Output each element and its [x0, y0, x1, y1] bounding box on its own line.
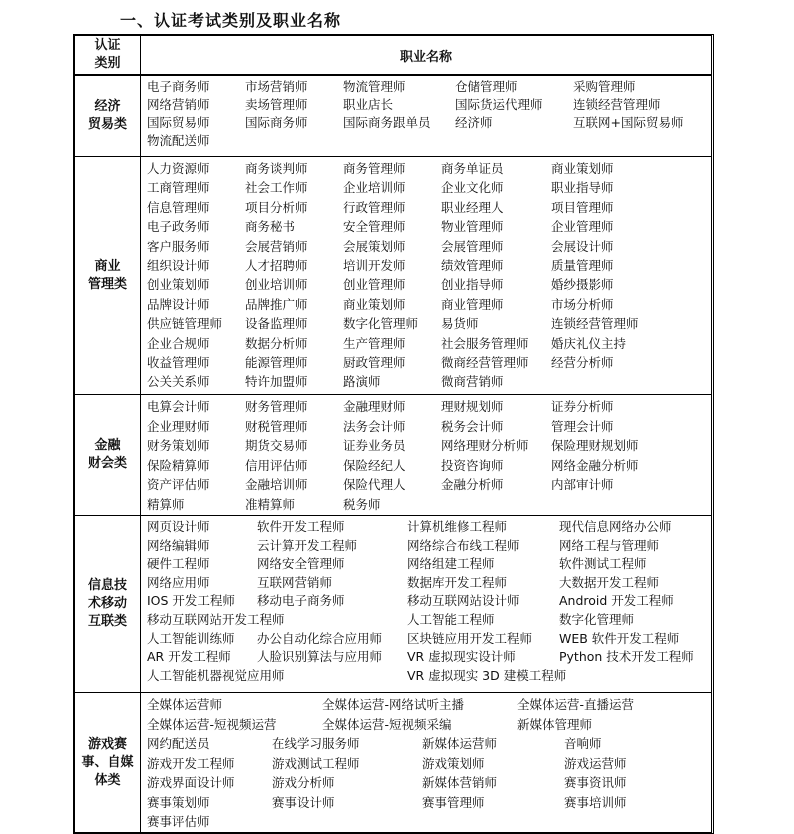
- occupation-name: 赛事资讯师: [564, 775, 627, 790]
- occupation-name: 网络综合布线工程师: [407, 537, 520, 553]
- occupation-name: VR 虚拟现实 3D 建模工程师: [407, 667, 567, 683]
- occupation-name: 公关关系师: [147, 374, 210, 390]
- occupation-name: 理财规划师: [441, 399, 504, 414]
- occupation-names: [141, 516, 711, 692]
- occupation-name: 人才招聘师: [245, 257, 308, 273]
- occupation-name: 全媒体运营-直播运营: [517, 697, 635, 712]
- occupation-name: 区块链应用开发工程师: [407, 630, 533, 646]
- occupation-name: 保险精算师: [147, 457, 210, 473]
- occupation-name: 工商管理师: [147, 180, 210, 196]
- occupation-line: [147, 574, 705, 593]
- occupation-name: 商务秘书: [245, 219, 296, 235]
- occupation-line: [147, 256, 705, 275]
- occupation-name: 赛事管理师: [422, 794, 485, 810]
- occupation-name: 税务师: [343, 496, 381, 512]
- occupation-name: 网络组建工程师: [407, 556, 495, 572]
- occupation-line: [147, 518, 705, 537]
- occupation-name: 质量管理师: [551, 257, 614, 273]
- occupation-name: 连锁经营管理师: [573, 97, 661, 112]
- occupation-name: 新媒体运营师: [422, 736, 498, 751]
- occupation-name: 软件测试工程师: [559, 556, 647, 572]
- category-row-business-management: [75, 156, 711, 394]
- occupation-name: 互联网+国际贸易师: [573, 115, 684, 130]
- occupation-name: [257, 611, 407, 630]
- occupation-name: 安全管理师: [343, 219, 406, 235]
- occupation-line: [147, 372, 705, 391]
- occupation-name: 职业指导师: [551, 180, 614, 196]
- occupation-name: 数字化管理师: [559, 611, 635, 627]
- occupation-name: 市场分析师: [551, 296, 614, 312]
- occupation-name: 财务策划师: [147, 438, 210, 453]
- header-names: 职业名称: [399, 49, 452, 65]
- category-label: [75, 693, 141, 832]
- occupation-name: 证券业务员: [343, 438, 406, 453]
- occupation-name: 物业管理师: [441, 219, 504, 235]
- occupation-name: 数字化管理师: [343, 316, 419, 332]
- occupation-line: [147, 178, 705, 197]
- occupation-line: [147, 217, 705, 236]
- occupation-name: 信息管理师: [147, 199, 210, 215]
- occupation-name: 互联网营销师: [257, 574, 333, 590]
- occupation-name: 项目分析师: [245, 199, 308, 215]
- occupation-name: 保险代理人: [343, 477, 406, 492]
- occupation-name: 赛事评估师: [147, 814, 210, 829]
- occupation-line: [147, 611, 705, 630]
- occupation-name: 国际商务跟单员: [343, 115, 431, 130]
- occupation-line: [147, 555, 705, 574]
- occupation-name: 保险经纪人: [343, 457, 406, 473]
- occupation-line: [147, 475, 705, 495]
- occupation-name: 网页设计师: [147, 519, 210, 534]
- occupation-line: [147, 812, 705, 832]
- occupation-name: 精算师: [147, 496, 185, 512]
- occupation-name: 网络安全管理师: [257, 556, 345, 572]
- occupation-name: 供应链管理师: [147, 316, 223, 332]
- occupation-name: 金融分析师: [441, 477, 504, 492]
- occupation-name: 培训开发师: [343, 257, 406, 273]
- occupation-name: 商业策划师: [343, 296, 406, 312]
- occupation-name: 大数据开发工程师: [559, 574, 660, 590]
- occupation-name: 职业经理人: [441, 199, 504, 215]
- occupation-name: 网络金融分析师: [551, 457, 639, 473]
- occupation-name: 仓储管理师: [455, 79, 518, 94]
- occupation-names: [141, 157, 711, 394]
- occupation-name: 硬件工程师: [147, 556, 210, 572]
- occupation-name: 赛事设计师: [272, 794, 335, 810]
- occupation-line: [147, 132, 705, 150]
- occupation-name: 移动电子商务师: [257, 593, 345, 609]
- occupation-name: 特许加盟师: [245, 374, 308, 390]
- category-label-line: 贸易类: [87, 117, 127, 132]
- occupation-line: [147, 436, 705, 456]
- occupation-line: [147, 537, 705, 556]
- occupation-name: 能源管理师: [245, 354, 308, 370]
- occupation-line: [147, 397, 705, 417]
- occupation-name: 市场营销师: [245, 79, 308, 94]
- occupation-name: 经济师: [455, 115, 493, 130]
- occupation-name: 数据分析师: [245, 335, 308, 351]
- occupation-line: [147, 78, 705, 96]
- occupation-name: 商务谈判师: [245, 161, 308, 176]
- occupation-line: [147, 353, 705, 372]
- occupation-name: 管理会计师: [551, 418, 614, 434]
- occupation-name: 职业店长: [343, 97, 394, 112]
- occupation-name: 数据库开发工程师: [407, 574, 508, 590]
- occupation-line: [147, 237, 705, 256]
- occupation-name: 企业培训师: [343, 180, 406, 196]
- occupation-name: 网络营销师: [147, 97, 210, 112]
- occupation-name: 商业策划师: [551, 161, 614, 176]
- occupation-name: 证券分析师: [551, 399, 614, 414]
- occupation-name: 赛事培训师: [564, 794, 627, 810]
- category-row-economy-trade: [75, 75, 711, 156]
- occupation-name: 在线学习服务师: [272, 736, 360, 751]
- occupation-name: 人工智能机器视觉应用师: [147, 667, 285, 683]
- category-label-line: 游戏赛: [87, 736, 127, 752]
- occupation-line: [147, 198, 705, 217]
- occupation-name: 会展管理师: [441, 238, 504, 254]
- occupation-name: 新媒体管理师: [517, 716, 593, 732]
- occupation-name: 电子政务师: [147, 219, 210, 235]
- occupation-name: 物流管理师: [343, 79, 406, 94]
- occupation-line: [147, 417, 705, 437]
- occupation-line: [147, 630, 705, 649]
- page-title: 一、认证考试类别及职业名称: [120, 11, 342, 30]
- header-category-line: 类别: [94, 56, 121, 71]
- occupation-name: 组织设计师: [147, 257, 210, 273]
- occupation-name: 网络工程与管理师: [559, 537, 660, 553]
- category-label-line: 财会类: [87, 456, 127, 471]
- occupation-line: [147, 773, 705, 793]
- occupation-name: 创业管理师: [343, 277, 406, 293]
- occupation-line: [147, 275, 705, 294]
- occupation-line: [147, 334, 705, 353]
- occupation-name: 网络理财分析师: [441, 438, 529, 453]
- occupation-name: 创业策划师: [147, 277, 210, 293]
- occupation-names: [141, 76, 711, 156]
- occupation-name: 社会服务管理师: [441, 335, 529, 351]
- occupation-name: 电子商务师: [147, 79, 210, 94]
- occupation-name: 全媒体运营师: [147, 697, 223, 712]
- occupation-name: 移动互联网站设计师: [407, 593, 520, 609]
- occupation-name: 游戏运营师: [564, 755, 627, 771]
- occupation-name: 全媒体运营-短视频采编: [322, 716, 452, 732]
- occupation-name: 生产管理师: [343, 335, 406, 351]
- occupation-name: 采购管理师: [573, 79, 636, 94]
- occupation-name: 金融培训师: [245, 477, 308, 492]
- category-label-line: 体类: [94, 772, 121, 788]
- occupation-line: [147, 715, 705, 735]
- occupation-name: 财务管理师: [245, 399, 308, 414]
- occupation-name: 计算机维修工程师: [407, 519, 508, 534]
- occupation-name: 全媒体运营-短视频运营: [147, 716, 277, 732]
- occupation-name: 路演师: [343, 374, 381, 390]
- occupation-name: IOS 开发工程师: [147, 593, 235, 609]
- occupation-name: 国际商务师: [245, 115, 308, 130]
- occupation-name: 保险理财规划师: [551, 438, 639, 453]
- occupation-name: 婚庆礼仪主持: [551, 335, 627, 351]
- table-header-row: [75, 36, 711, 75]
- occupation-name: 内部审计师: [551, 477, 614, 492]
- occupation-name: 会展营销师: [245, 238, 308, 254]
- occupation-name: 品牌推广师: [245, 296, 308, 312]
- category-label-line: 术移动: [87, 596, 127, 611]
- occupation-name: 准精算师: [245, 496, 296, 512]
- occupation-line: [147, 734, 705, 754]
- occupation-name: 财税管理师: [245, 418, 308, 434]
- occupation-name: 商务单证员: [441, 161, 504, 176]
- category-label-line: 金融: [94, 438, 121, 453]
- occupation-name: 连锁经营管理师: [551, 316, 639, 332]
- occupation-line: [147, 793, 705, 813]
- occupation-name: 赛事策划师: [147, 794, 210, 810]
- occupation-name: 投资咨询师: [441, 457, 504, 473]
- occupation-name: 客户服务师: [147, 238, 210, 254]
- occupation-name: 绩效管理师: [441, 257, 504, 273]
- category-label: [75, 395, 141, 515]
- occupation-name: 厨政管理师: [343, 354, 406, 370]
- occupation-name: 网络编辑师: [147, 537, 210, 553]
- occupation-line: [147, 754, 705, 774]
- occupation-name: 全媒体运营-网络试听主播: [322, 697, 465, 712]
- occupation-line: [147, 495, 705, 515]
- occupation-name: 国际贸易师: [147, 115, 210, 130]
- occupation-name: 易货师: [441, 316, 479, 332]
- occupation-name: 社会工作师: [245, 180, 308, 196]
- occupation-name: 会展策划师: [343, 238, 406, 254]
- occupation-name: Python 技术开发工程师: [559, 649, 694, 665]
- occupation-name: 资产评估师: [147, 477, 210, 492]
- occupation-name: Android 开发工程师: [559, 593, 674, 609]
- occupation-name: 企业合规师: [147, 335, 210, 351]
- occupation-name: 微商营销师: [441, 374, 504, 390]
- occupation-line: [147, 96, 705, 114]
- occupation-name: 办公自动化综合应用师: [257, 630, 383, 646]
- occupation-line: [147, 695, 705, 715]
- category-label-line: 商业: [94, 258, 121, 274]
- occupation-name: 收益管理师: [147, 354, 210, 370]
- occupation-name: 婚纱摄影师: [551, 277, 614, 293]
- category-label: [75, 157, 141, 394]
- category-label-line: 事、自媒: [81, 754, 134, 770]
- occupation-name: 期货交易师: [245, 438, 308, 453]
- occupation-name: 网络应用师: [147, 574, 210, 590]
- category-label-line: 信息技: [87, 578, 127, 593]
- header-category: [75, 36, 141, 74]
- occupation-line: [147, 592, 705, 611]
- occupation-name: [257, 667, 407, 686]
- occupation-name: 企业管理师: [551, 219, 614, 235]
- occupation-line: [147, 159, 705, 178]
- occupation-name: 物流配送师: [147, 133, 210, 148]
- header-category-line: 认证: [94, 38, 121, 53]
- occupation-names: [141, 395, 711, 515]
- occupation-name: WEB 软件开发工程师: [559, 630, 680, 646]
- occupation-name: AR 开发工程师: [147, 649, 231, 665]
- occupation-name: VR 虚拟现实设计师: [407, 649, 516, 665]
- occupation-name: 微商经营管理师: [441, 354, 529, 370]
- occupation-line: [147, 295, 705, 314]
- occupation-line: [147, 456, 705, 476]
- occupation-line: [147, 314, 705, 333]
- occupation-name: 设备监理师: [245, 316, 308, 332]
- occupation-name: 移动互联网站开发工程师: [147, 611, 285, 627]
- occupation-name: 卖场管理师: [245, 97, 308, 112]
- occupation-name: 游戏分析师: [272, 775, 335, 790]
- occupation-line: [147, 648, 705, 667]
- occupation-name: 信用评估师: [245, 457, 308, 473]
- category-label-line: 管理类: [87, 276, 127, 292]
- occupation-name: 品牌设计师: [147, 296, 210, 312]
- occupation-name: 法务会计师: [343, 418, 406, 434]
- occupation-name: 人脸识别算法与应用师: [257, 649, 383, 665]
- occupation-name: 行政管理师: [343, 199, 406, 215]
- occupation-name: 游戏界面设计师: [147, 775, 235, 790]
- occupation-name: 商务管理师: [343, 161, 406, 176]
- category-label-line: 互联类: [87, 614, 127, 629]
- occupation-name: 游戏开发工程师: [147, 755, 235, 771]
- occupation-name: 经营分析师: [551, 354, 614, 370]
- occupation-name: 云计算开发工程师: [257, 537, 358, 553]
- occupation-name: 游戏策划师: [422, 755, 485, 771]
- occupation-line: [147, 114, 705, 132]
- occupation-name: 创业培训师: [245, 277, 308, 293]
- occupation-name: 人工智能工程师: [407, 611, 495, 627]
- occupation-name: 电算会计师: [147, 399, 210, 414]
- occupation-line: [147, 667, 705, 686]
- certification-table: [73, 34, 714, 834]
- category-label-line: 经济: [94, 99, 121, 114]
- category-row-it-mobile-internet: [75, 515, 711, 692]
- occupation-name: 新媒体营销师: [422, 775, 498, 790]
- occupation-name: 企业文化师: [441, 180, 504, 196]
- category-row-finance-accounting: [75, 394, 711, 515]
- occupation-name: 创业指导师: [441, 277, 504, 293]
- occupation-name: 金融理财师: [343, 399, 406, 414]
- occupation-names: [141, 693, 711, 832]
- occupation-name: 音响师: [564, 736, 602, 751]
- occupation-name: 现代信息网络办公师: [559, 519, 672, 534]
- occupation-name: 税务会计师: [441, 418, 504, 434]
- occupation-name: 游戏测试工程师: [272, 755, 360, 771]
- category-row-gaming-media: [75, 692, 711, 832]
- category-label: [75, 516, 141, 692]
- occupation-name: 人工智能训练师: [147, 630, 235, 646]
- occupation-name: 网约配送员: [147, 736, 210, 751]
- occupation-name: 项目管理师: [551, 199, 614, 215]
- occupation-name: 商业管理师: [441, 296, 504, 312]
- occupation-name: 国际货运代理师: [455, 97, 543, 112]
- occupation-name: 人力资源师: [147, 161, 210, 176]
- occupation-name: 软件开发工程师: [257, 519, 345, 534]
- occupation-name: 会展设计师: [551, 238, 614, 254]
- occupation-name: 企业理财师: [147, 418, 210, 434]
- category-label: [75, 76, 141, 156]
